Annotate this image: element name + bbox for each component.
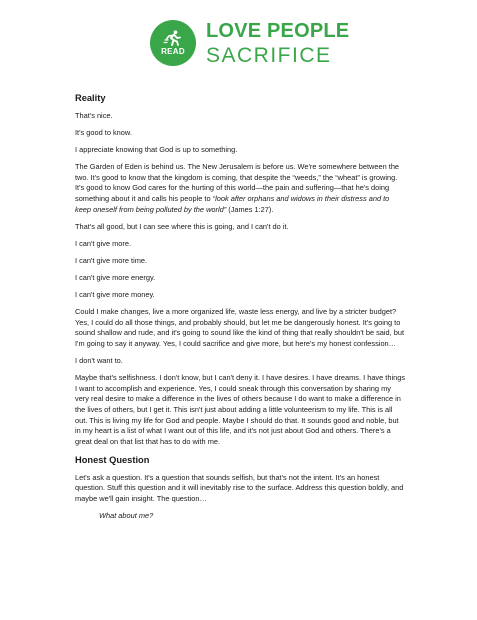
read-badge [150,20,196,66]
paragraph: I can't give more. [75,238,132,248]
paragraph: That's nice. [75,111,113,120]
paragraph-text: The Garden of Eden is behind us. The New Jerusalem is before us. We're somewhere between the two. It's good to know that the kingdom is coming, that despite the “weeds,” the “wheat” is growing. It's good to know God cares for the hurting of this world—the pain and suffering—that he's doing something about it and calls his people to [75,162,400,204]
paragraph: It's good to know. [75,128,132,138]
paragraph: I can't give more time. [75,255,148,265]
section-heading-honest-question: Honest Question [75,454,150,465]
question-quote: What about me? [99,511,154,521]
paragraph-garden [75,162,405,215]
paragraph: Let's ask a question. It's a question that sounds selfish, but that's not the intent. It's an honest question. Stuff this question and it will inevitably rise to the surface. Address this question boldly, and maybe we'll gain insight. The question… [75,472,404,504]
header-title-line2: SACRIFICE [206,43,332,67]
header-titles [206,21,349,66]
header-title-line1: LOVE PEOPLE [206,19,350,42]
scripture-quote: “look after orphans and widows in their distress and to keep oneself from being polluted by the world” [75,194,390,214]
running-person-icon [163,30,183,46]
paragraph: I can't give more money. [75,290,155,300]
section-heading-reality: Reality [75,93,106,103]
paragraph: Maybe that's selfishness. I don't know, but I can't deny it. I have desires. I have dreams. I have things I want to accomplish and experience. Yes, I could sneak through this conversation by sharing my very real desire to make a difference in the lives of others because I do want to make a difference in the lives of others, but I get it. This isn't just about adding a little volunteerism to my life. This is all out. This is living my life for God and people. Maybe I should do that. It sounds good and noble, but in my heart is a list of what I want out of this life, and it's not just about God and others. There's a great deal on that list that has to do with me. [75,373,406,446]
paragraph: I can't give more energy. [75,273,156,283]
badge-label: READ [161,47,185,56]
paragraph: Could I make changes, live a more organized life, waste less energy, and live by a stricter budget? Yes, I could do all those things, and probably should, but let me be dangerously honest. It's going to sound shallow and rude, and it's going to sound like the kind of thing that really shouldn't be said, but I'm going to say it anyway. Yes, I could sacrifice and give more, but here's my honest confession… [75,307,405,348]
page-header [150,20,349,66]
scripture-reference: (James 1:27). [226,204,274,214]
paragraph: That's all good, but I can see where this is going, and I can't do it. [75,221,289,231]
document-body [75,92,405,528]
paragraph: I don't want to. [75,356,123,366]
paragraph: I appreciate knowing that God is up to something. [75,145,238,155]
